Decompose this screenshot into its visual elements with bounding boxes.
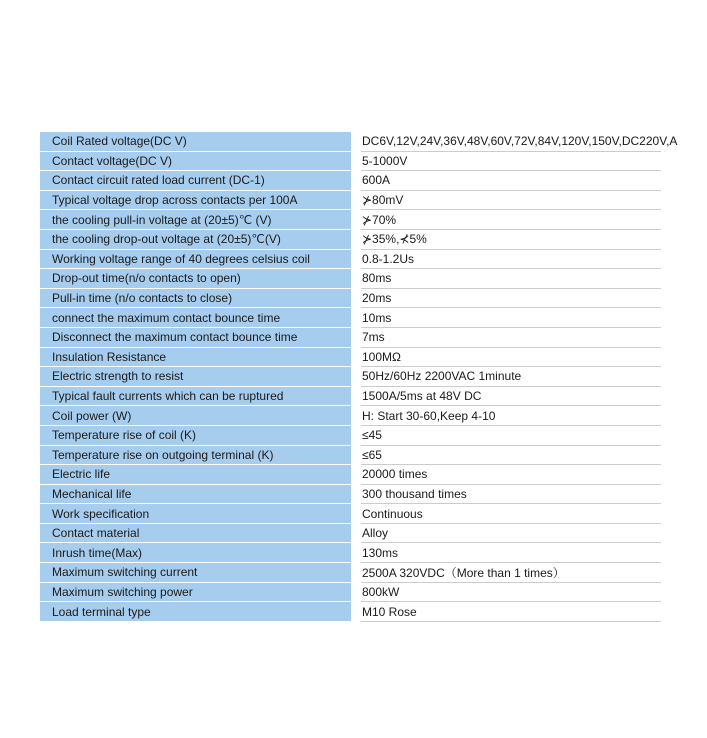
spec-row [40,465,661,485]
spec-value: 1500A/5ms at 48V DC [361,386,661,406]
spec-value: 600A [361,171,661,191]
spec-label: Contact circuit rated load current (DC-1) [40,171,351,191]
spec-label: Disconnect the maximum contact bounce time [40,327,351,347]
spec-row [40,190,661,210]
spec-value: Continuous [361,504,661,524]
spec-gap [351,190,361,210]
spec-label: connect the maximum contact bounce time [40,308,351,328]
spec-label: Load terminal type [40,602,351,622]
spec-row [40,504,661,524]
spec-value: ≤65 [361,445,661,465]
spec-value: 800kW [361,582,661,602]
spec-gap [351,367,361,387]
spec-table-body [40,132,678,621]
spec-row [40,406,661,426]
spec-row [40,269,661,289]
spec-value: 2500A 320VDC（More than 1 times） [361,563,661,583]
spec-value: DC6V,12V,24V,36V,48V,60V,72V,84V,120V,150V,DC220V,A [361,132,661,151]
spec-row [40,445,661,465]
spec-label: Contact material [40,523,351,543]
spec-label: Maximum switching power [40,582,351,602]
spec-gap [351,269,361,289]
spec-table [40,132,678,622]
spec-row [40,210,661,230]
spec-row [40,229,661,249]
spec-value: 0.8-1.2Us [361,249,661,269]
spec-value: H: Start 30-60,Keep 4-10 [361,406,661,426]
spec-value: 20000 times [361,465,661,485]
spec-row [40,151,661,171]
spec-row [40,602,661,622]
spec-label: Mechanical life [40,484,351,504]
spec-row [40,308,661,328]
spec-row [40,484,661,504]
spec-label: Temperature rise of coil (K) [40,425,351,445]
spec-gap [351,386,361,406]
spec-label: the cooling pull-in voltage at (20±5)℃ (V) [40,210,351,230]
spec-label: Inrush time(Max) [40,543,351,563]
spec-value: M10 Rose [361,602,661,622]
spec-value: 7ms [361,327,661,347]
spec-gap [351,288,361,308]
spec-value: 20ms [361,288,661,308]
spec-value: ⊁35%,⊀5% [361,229,661,249]
spec-value: ⊁70% [361,210,661,230]
spec-gap [351,602,361,622]
spec-row [40,425,661,445]
spec-gap [351,132,361,151]
spec-gap [351,249,361,269]
spec-label: Insulation Resistance [40,347,351,367]
spec-value: 100MΩ [361,347,661,367]
spec-value: 130ms [361,543,661,563]
spec-label: Typical fault currents which can be ruptured [40,386,351,406]
spec-label: Drop-out time(n/o contacts to open) [40,269,351,289]
spec-value: 5-1000V [361,151,661,171]
spec-row [40,171,661,191]
spec-row [40,288,661,308]
spec-gap [351,406,361,426]
spec-gap [351,327,361,347]
spec-row [40,523,661,543]
spec-value: ≤45 [361,425,661,445]
spec-label: Contact voltage(DC V) [40,151,351,171]
spec-label: Electric strength to resist [40,367,351,387]
spec-gap [351,347,361,367]
spec-value: Alloy [361,523,661,543]
spec-gap [351,582,361,602]
spec-value: 10ms [361,308,661,328]
spec-value: 80ms [361,269,661,289]
spec-gap [351,523,361,543]
spec-label: Coil Rated voltage(DC V) [40,132,351,151]
spec-gap [351,171,361,191]
spec-label: Electric life [40,465,351,485]
spec-gap [351,484,361,504]
spec-value: ⊁80mV [361,190,661,210]
spec-label: Working voltage range of 40 degrees celsius coil [40,249,351,269]
spec-row [40,327,661,347]
spec-gap [351,210,361,230]
spec-gap [351,504,361,524]
spec-gap [351,308,361,328]
spec-value: 50Hz/60Hz 2200VAC 1minute [361,367,661,387]
spec-label: Coil power (W) [40,406,351,426]
spec-gap [351,563,361,583]
spec-row [40,386,661,406]
spec-row [40,347,661,367]
spec-label: Typical voltage drop across contacts per 100A [40,190,351,210]
spec-value: 300 thousand times [361,484,661,504]
spec-gap [351,543,361,563]
spec-gap [351,425,361,445]
spec-row [40,132,661,151]
spec-label: the cooling drop-out voltage at (20±5)℃(V) [40,229,351,249]
spec-label: Maximum switching current [40,563,351,583]
spec-row [40,249,661,269]
spec-gap [351,445,361,465]
spec-label: Work specification [40,504,351,524]
spec-label: Pull-in time (n/o contacts to close) [40,288,351,308]
spec-gap [351,151,361,171]
spec-row [40,543,661,563]
spec-row [40,582,661,602]
spec-label: Temperature rise on outgoing terminal (K) [40,445,351,465]
spec-gap [351,229,361,249]
spec-row [40,367,661,387]
spec-gap [351,465,361,485]
spec-row [40,563,661,583]
